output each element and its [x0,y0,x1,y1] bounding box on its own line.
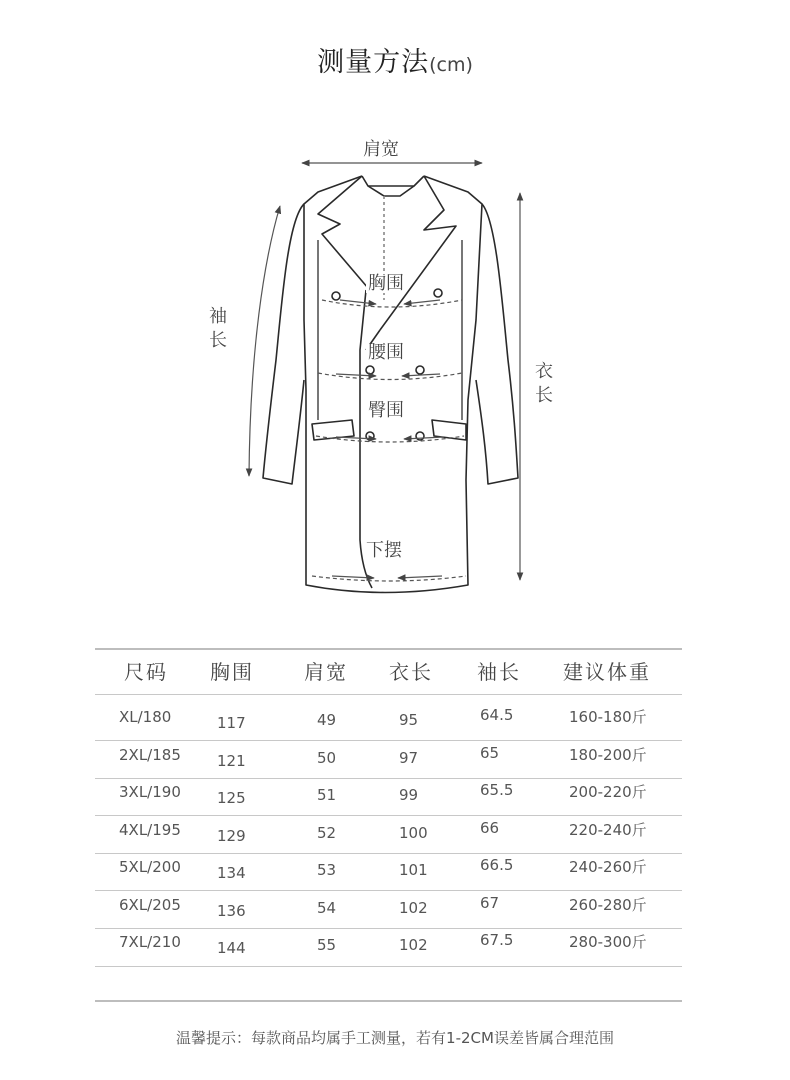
cell-shoulder: 51 [317,786,337,804]
row-divider [95,740,682,741]
right-sleeve-outline [476,204,518,484]
cell-length: 99 [399,786,419,804]
shoulder-label: 肩宽 [363,139,399,160]
table-row [95,856,682,893]
cell-sleeve: 67 [480,893,500,912]
cell-chest: 129 [217,826,246,845]
sleeve-label-char-2: 长 [209,330,227,351]
table-top-rule [95,648,682,650]
cell-length: 101 [399,861,428,879]
table-row [95,781,682,818]
cell-weight: 200-220斤 [569,783,647,801]
length-label-char-1: 衣 [535,361,553,382]
row-divider [95,778,682,779]
coat-body-outline [304,176,482,593]
cell-sleeve: 64.5 [480,706,514,724]
cell-size: 6XL/205 [119,895,181,914]
cell-weight: 280-300斤 [569,933,647,951]
cell-shoulder: 53 [317,861,337,879]
table-row [95,819,682,856]
table-row [95,706,682,743]
cell-length: 95 [399,711,419,729]
cell-size: XL/180 [119,708,172,726]
cell-chest: 144 [217,939,246,957]
cell-weight: 260-280斤 [569,895,647,914]
cell-size: 2XL/185 [119,745,181,764]
cell-sleeve: 67.5 [480,931,514,949]
table-bottom-rule [95,1000,682,1002]
hem-label: 下摆 [366,540,402,561]
header-chest: 胸围 [210,660,254,684]
title-unit: (cm) [429,54,473,76]
right-lapel-outline [380,176,456,330]
cell-chest: 125 [217,789,246,807]
left-sleeve-outline [263,204,304,484]
table-row [95,931,682,968]
cell-weight: 180-200斤 [569,745,647,764]
header-rule [95,694,682,695]
row-divider [95,928,682,929]
cell-size: 3XL/190 [119,783,181,801]
header-sleeve: 袖长 [477,660,521,684]
sleeve-label [208,305,228,353]
cell-size: 5XL/200 [119,858,181,876]
cell-chest: 134 [217,864,246,882]
cell-shoulder: 50 [317,748,337,767]
sleeve-measure-line [249,206,280,476]
hip-label: 臀围 [368,400,404,421]
sleeve-label-char-1: 袖 [209,306,227,327]
row-divider [95,890,682,891]
length-label [534,360,554,408]
hem-measure-line [312,576,466,581]
cell-chest: 136 [217,901,246,920]
header-weight: 建议体重 [563,660,651,684]
cell-weight: 240-260斤 [569,858,647,876]
length-label-char-2: 长 [535,385,553,406]
cell-shoulder: 52 [317,823,337,842]
cell-sleeve: 65 [480,743,500,762]
header-shoulder: 肩宽 [304,660,348,684]
cell-sleeve: 66.5 [480,856,514,874]
header-length: 衣长 [389,660,433,684]
cell-size: 4XL/195 [119,820,181,839]
waist-label: 腰围 [368,342,404,363]
chest-measure-line [322,300,462,307]
cell-size: 7XL/210 [119,933,181,951]
footer-note: 温馨提示：每款商品均属手工测量，若有1-2CM误差皆属合理范围 [176,1029,614,1047]
chest-label: 胸围 [368,273,404,294]
cell-length: 97 [399,748,419,767]
table-row [95,744,682,781]
cell-weight: 160-180斤 [569,708,647,726]
cell-length: 102 [399,936,428,954]
cell-length: 102 [399,898,428,917]
table-row [95,894,682,931]
row-divider [95,966,682,967]
cell-length: 100 [399,823,428,842]
collar-outline [362,176,424,186]
row-divider [95,853,682,854]
cell-weight: 220-240斤 [569,820,647,839]
cell-sleeve: 65.5 [480,781,514,799]
cell-chest: 121 [217,751,246,770]
cell-shoulder: 54 [317,898,337,917]
cell-chest: 117 [217,714,246,732]
cell-sleeve: 66 [480,818,500,837]
cell-shoulder: 49 [317,711,337,729]
row-divider [95,815,682,816]
title-main: 测量方法 [317,47,430,78]
left-lapel-outline [318,176,368,288]
size-table-header [95,655,682,689]
header-size: 尺码 [124,660,168,684]
cell-shoulder: 55 [317,936,337,954]
